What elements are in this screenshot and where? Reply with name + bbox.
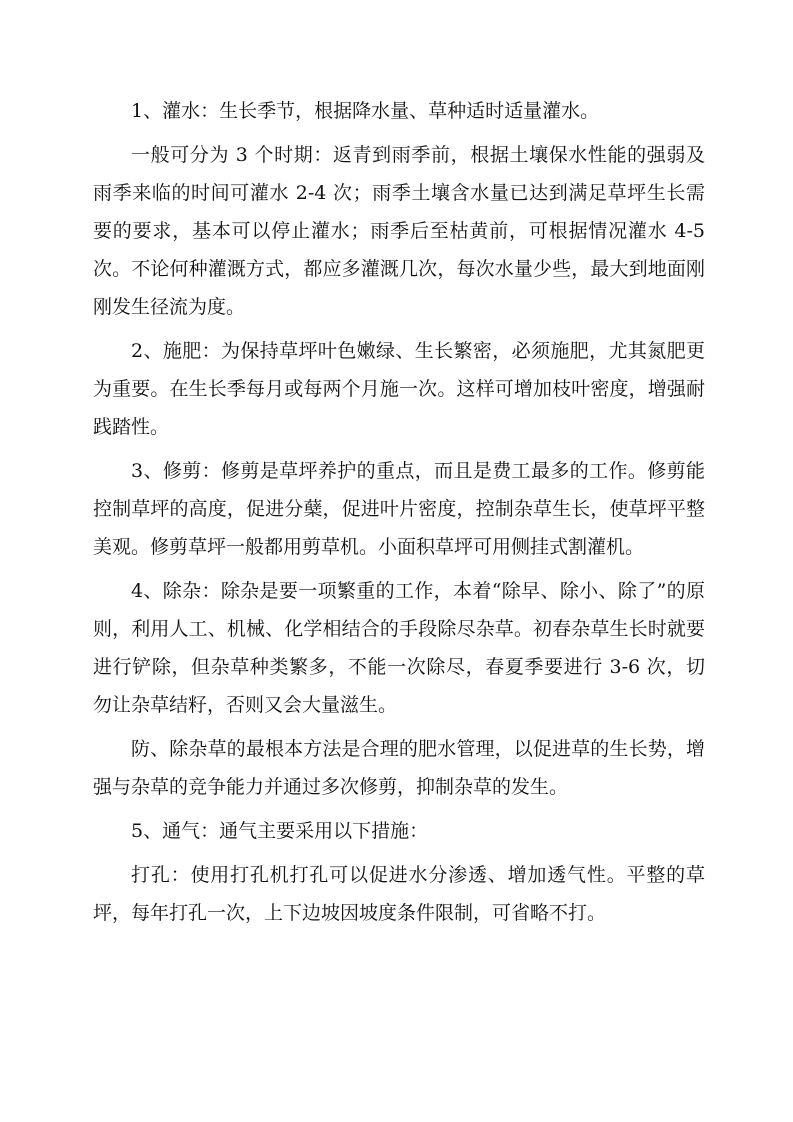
paragraph-mowing: 3、修剪：修剪是草坪养护的重点，而且是费工最多的工作。修剪能控制草坪的高度，促进分蘖，促进叶片密度，控制杂草生长，使草坪平整美观。修剪草坪一般都用剪草机。小面积草坪可用侧挂式割灌机。 <box>93 460 705 558</box>
paragraph-watering: 1、灌水：生长季节，根据降水量、草种适时适量灌水。 <box>131 100 600 122</box>
document-page <box>93 92 705 938</box>
paragraph-aeration: 5、通气：通气主要采用以下措施： <box>131 820 429 842</box>
paragraph-weed-prevention: 防、除杂草的最根本方法是合理的肥水管理，以促进草的生长势，增强与杂草的竞争能力并通过多次修剪，抑制杂草的发生。 <box>93 738 705 798</box>
paragraph-weeding: 4、除杂：除杂是要一项繁重的工作，本着“除早、除小、除了”的原则，利用人工、机械、化学相结合的手段除尽杂草。初春杂草生长时就要进行铲除，但杂草种类繁多，不能一次除尽，春夏季要进行 3-6 次，切勿让杂草结籽，否则又会大量滋生。 <box>93 580 705 716</box>
paragraph-watering-periods: 一般可分为 3 个时期：返青到雨季前，根据土壤保水性能的强弱及雨季来临的时间可灌水 2-4 次；雨季土壤含水量已达到满足草坪生长需要的要求，基本可以停止灌水；雨季后至枯黄前，可根据情况灌水 4-5 次。不论何种灌溉方式，都应多灌溉几次，每次水量少些，最大到地面刚刚发生径流为度。 <box>93 144 705 318</box>
paragraph-fertilizing: 2、施肥：为保持草坪叶色嫩绿、生长繁密，必须施肥，尤其氮肥更为重要。在生长季每月或每两个月施一次。这样可增加枝叶密度，增强耐践踏性。 <box>93 340 705 438</box>
paragraph-core-aeration: 打孔：使用打孔机打孔可以促进水分渗透、增加透气性。平整的草坪，每年打孔一次，上下边坡因坡度条件限制，可省略不打。 <box>93 864 705 924</box>
